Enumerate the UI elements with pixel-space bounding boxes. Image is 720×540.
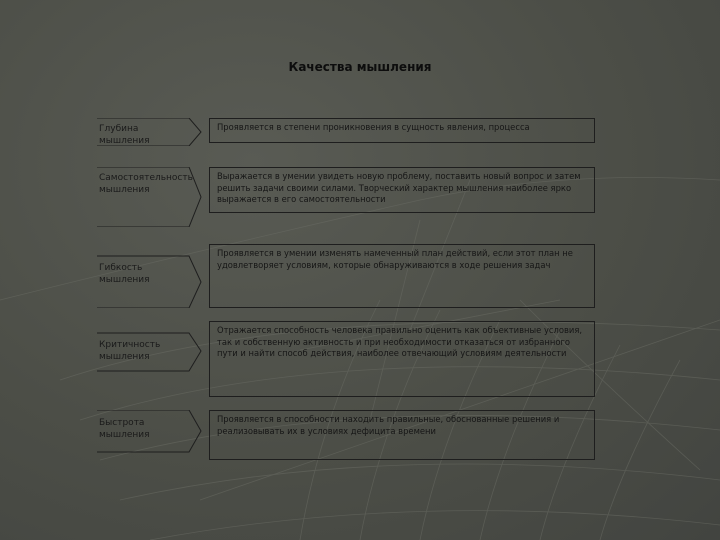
quality-description: Отражается способность человека правильно оценить как объективные условия, так и собственную активность и при необходимости отказаться от избранного пути и найти способ действия, наиболее отвечающий условиям деятельности bbox=[209, 321, 595, 397]
quality-description: Проявляется в степени проникновения в сущность явления, процесса bbox=[209, 118, 595, 143]
slide-title: Качества мышления bbox=[288, 60, 432, 74]
quality-row bbox=[97, 410, 607, 460]
quality-term: Критичность мышления bbox=[99, 340, 161, 362]
quality-term: Быстрота мышления bbox=[99, 418, 150, 440]
quality-term: Глубина мышления bbox=[99, 124, 150, 146]
quality-description: Проявляется в способности находить правильные, обоснованные решения и реализовывать их в условиях дефицита времени bbox=[209, 410, 595, 460]
quality-description: Выражается в умении увидеть новую проблему, поставить новый вопрос и затем решить задачи своими силами. Творческий характер мышления наиболее ярко выражается в его самостоятельности bbox=[209, 167, 595, 213]
quality-term: Самостоятельность мышления bbox=[99, 173, 193, 195]
quality-description: Проявляется в умении изменять намеченный план действий, если этот план не удовлетворяет условиям, которые обнаруживаются в ходе решения задач bbox=[209, 244, 595, 308]
quality-term: Гибкость мышления bbox=[99, 263, 150, 285]
quality-row bbox=[97, 118, 607, 146]
quality-row bbox=[97, 321, 607, 397]
quality-row bbox=[97, 244, 607, 308]
quality-row bbox=[97, 167, 607, 227]
